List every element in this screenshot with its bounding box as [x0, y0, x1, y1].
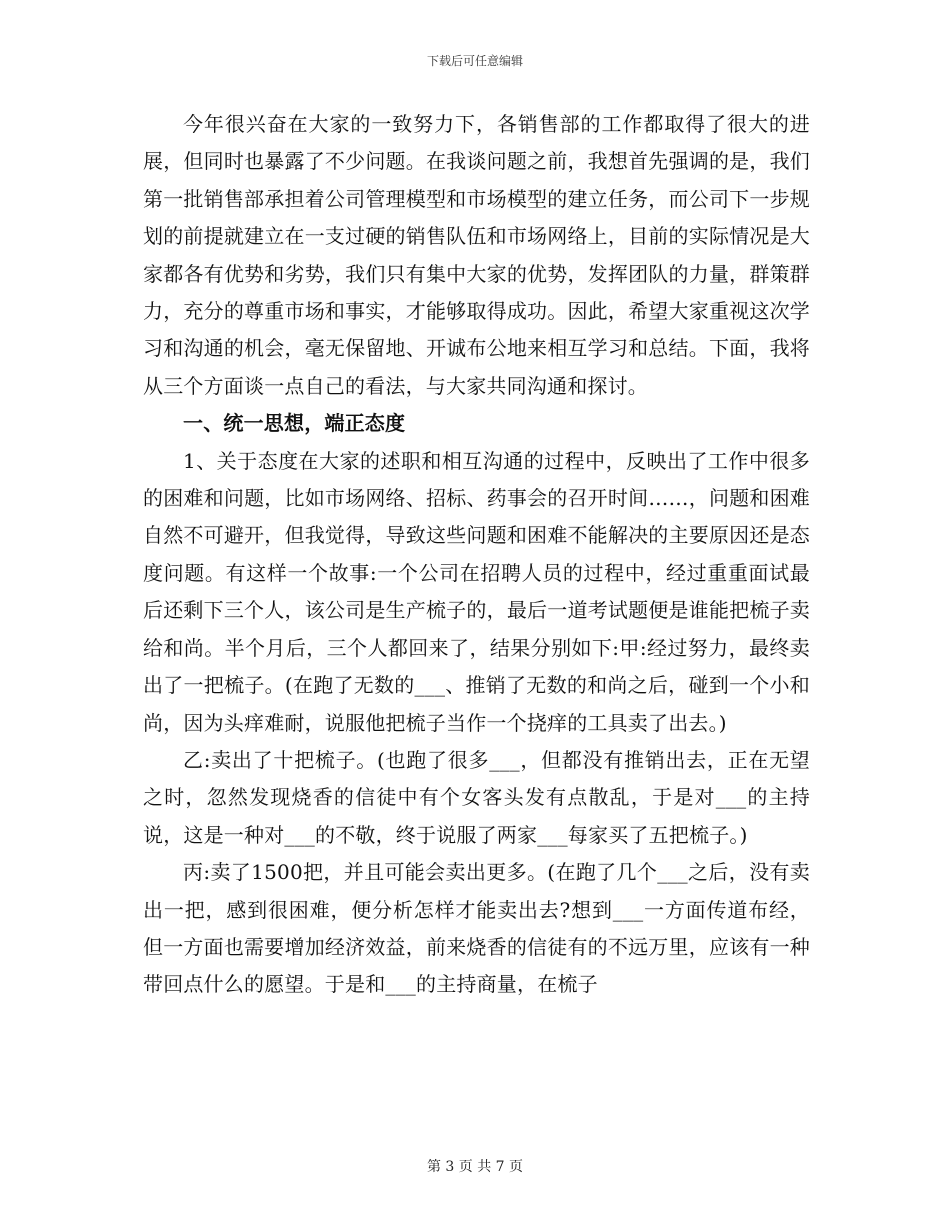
- paragraph-attitude: 1、关于态度在大家的述职和相互沟通的过程中，反映出了工作中很多的困难和问题，比如市场网络、招标、药事会的召开时间……，问题和困难自然不可避开，但我觉得，导致这些问题和困难不能解决的主要原因还是态度问题。有这样一个故事:一个公司在招聘人员的过程中，经过重重面试最后还剩下三个人，该公司是生产梳子的，最后一道考试题便是谁能把梳子卖给和尚。半个月后，三个人都回来了，结果分别如下:甲:经过努力，最终卖出了一把梳子。(在跑了无数的___、推销了无数的和尚之后，碰到一个小和尚，因为头痒难耐，说服他把梳子当作一个挠痒的工具卖了出去。): [143, 448, 810, 735]
- paragraph-intro: 今年很兴奋在大家的一致努力下，各销售部的工作都取得了很大的进展，但同时也暴露了不少问题。在我谈问题之前，我想首先强调的是，我们第一批销售部承担着公司管理模型和市场模型的建立任务，而公司下一步规划的前提就建立在一支过硬的销售队伍和市场网络上，目前的实际情况是大家都各有优势和劣势，我们只有集中大家的优势，发挥团队的力量，群策群力，充分的尊重市场和事实，才能够取得成功。因此，希望大家重视这次学习和沟通的机会，毫无保留地、开诚布公地来相互学习和总结。下面，我将从三个方面谈一点自己的看法，与大家共同沟通和探讨。: [143, 112, 810, 398]
- document-body: [143, 106, 810, 1004]
- page-header: 下载后可任意编辑: [426, 54, 523, 68]
- page-footer: 第 3 页 共 7 页: [426, 1159, 524, 1175]
- paragraph-yi: 乙:卖出了十把梳子。(也跑了很多___，但都没有推销出去，正在无望之时，忽然发现烧香的信徒中有个女客头发有点散乱，于是对___的主持说，这是一种对___的不敬，终于说服了两家___每家买了五把梳子。): [143, 747, 810, 847]
- paragraph-bing: 丙:卖了1500把，并且可能会卖出更多。(在跑了几个___之后，没有卖出一把，感到很困难，便分析怎样才能卖出去?想到___一方面传道布经，但一方面也需要增加经济效益，前来烧香的信徒有的不远万里，应该有一种带回点什么的愿望。于是和___的主持商量，在梳子: [143, 860, 810, 997]
- section-heading: 一、统一思想，端正态度: [183, 411, 406, 436]
